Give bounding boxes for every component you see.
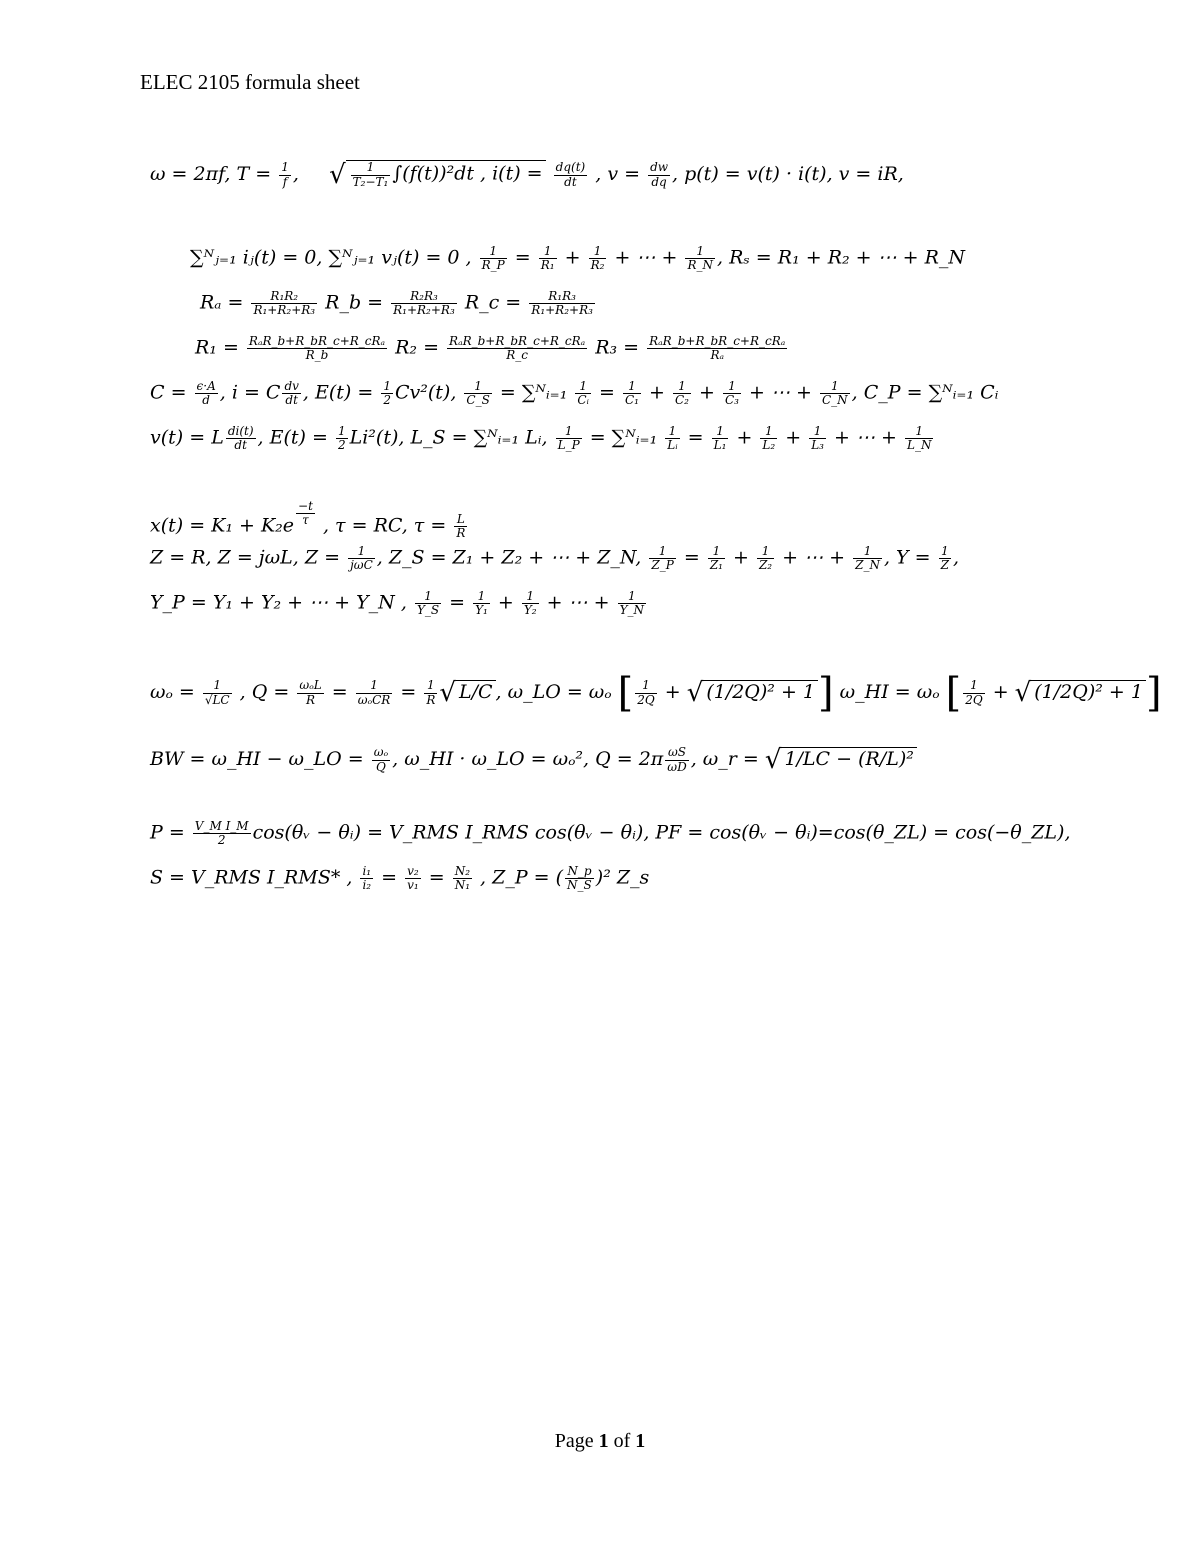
formula-line-1: ω = 2πf, T = $\frac{1}{f}$ , √ $\frac{1}{\text{T₂−T₁}}$ ∫(f(t))²dt , i(t) = $\frac{dq(t)}{dt}$ , v = $\frac{dw}{dq}$ , p(t) = v(t) · i(t), v = iR, [150, 160, 904, 190]
formula-line-9: Y_P = Y₁ + Y₂ + ⋯ + Y_N , $\frac{1}{Y\_S}$ = $\frac{1}{\text{Y₁}}$ + $\frac{1}{\text{Y₂}}$ + ⋯ + $\frac{1}{Y\_N}$ [150, 589, 644, 618]
formula-line-2: ∑ᴺⱼ₌₁ iⱼ(t) = 0, ∑ᴺⱼ₌₁ vⱼ(t) = 0 , $\frac{1}{R\_P}$ = $\frac{1}{\text{R₁}}$ + $\frac{1}{\text{R₂}}$ + ⋯ + $\frac{1}{R\_N}$ , Rₛ = R₁ + R₂ + ⋯ + R_N [190, 244, 966, 273]
formula-line-7: x(t) = K₁ + K₂e $\frac{-t}{\tau}$ , τ = RC, τ = $\frac{L}{R}$ [150, 499, 466, 541]
formula-line-4: R₁ = RₐR_b+R_bR_c+R_cRₐ R_b R₂ = RₐR_b+R_bR_c+R_cRₐ R_c R₃ = RₐR_b+R_bR_c+R_cRₐ Rₐ [195, 334, 786, 363]
page-footer [0, 1430, 1200, 1453]
formula-line-12: P = $\frac{\text{V\_M I\_M}}{2}$ cos(θᵥ − θᵢ) = V_RMS I_RMS cos(θᵥ − θᵢ), PF = cos(θᵥ − θᵢ)=cos(θ_ZL) = cos(−θ_ZL), [150, 819, 1071, 848]
formula-line-10: ωₒ = $\frac{1}{√LC}$ , Q = ωₒL R = 1 ωₒCR = $\frac{1}{R}$ √ L/C , ω_LO = ωₒ [ $\frac{1}{2Q}$ + √ (1/2Q)² + 1] ω_HI = ωₒ [ $\frac{1}{2Q}$ + √ (1/2Q)² + 1] [150, 670, 1162, 716]
of-word: of [613, 1430, 631, 1452]
formula-line-11: BW = ω_HI − ω_LO = $\frac{\text{ωₒ}}{Q}$ , ω_HI · ω_LO = ωₒ², Q = 2π $\frac{\omega S}{\omega D}$ , ω_r = √ 1/LC − (R/L)² [150, 745, 917, 775]
current-page: 1 [598, 1430, 609, 1452]
formula-line-8: Z = R, Z = jωL, Z = 1 jωC , Z_S = Z₁ + Z₂ + ⋯ + Z_N, $\frac{1}{Z\_P}$ = $\frac{1}{\text{Z₁}}$ + $\frac{1}{\text{Z₂}}$ + ⋯ + $\frac{1}{Z\_N}$ , Y = $\frac{1}{Z}$ , [150, 544, 959, 573]
formula-line-5: C = $\frac{\epsilon\cdot A}{d}$ , i = C $\frac{dv}{dt}$ , E(t) = $\frac{1}{2}$ Cv²(t), $\frac{1}{C\_S}$ = ∑ᴺᵢ₌₁ $\frac{1}{\text{Cᵢ}}$ = $\frac{1}{\text{C₁}}$ + $\frac{1}{\text{C₂}}$ + $\frac{1}{\text{C₃}}$ + ⋯ + $\frac{1}{C\_N}$ , C_P = ∑ᴺᵢ₌₁ Cᵢ [150, 379, 999, 408]
formula-line-3: Rₐ = $\frac{\text{R₁R₂}}{\text{R₁+R₂+R₃}}$ R_b = $\frac{\text{R₂R₃}}{\text{R₁+R₂+R₃}}$ R_c = $\frac{\text{R₁R₃}}{\text{R₁+R₂+R₃}}$ [200, 289, 593, 318]
total-pages: 1 [635, 1430, 646, 1452]
page-word: Page [554, 1430, 594, 1452]
formula-line-13: S = V_RMS I_RMS* , $\frac{\text{i₁}}{\text{i₂}}$ = $\frac{\text{v₂}}{\text{v₁}}$ = $\frac{\text{N₂}}{\text{N₁}}$ , Z_P = ( $\frac{N\_p}{N\_S}$ )² Z_s [150, 864, 650, 893]
page-header: ELEC 2105 formula sheet [140, 70, 360, 94]
formula-line-6: v(t) = L $\frac{di(t)}{dt}$ , E(t) = $\frac{1}{2}$ Li²(t), L_S = ∑ᴺᵢ₌₁ Lᵢ, $\frac{1}{L\_P}$ = ∑ᴺᵢ₌₁ $\frac{1}{\text{Lᵢ}}$ = $\frac{1}{\text{L₁}}$ + $\frac{1}{\text{L₂}}$ + $\frac{1}{\text{L₃}}$ + ⋯ + $\frac{1}{L\_N}$ [150, 424, 932, 453]
